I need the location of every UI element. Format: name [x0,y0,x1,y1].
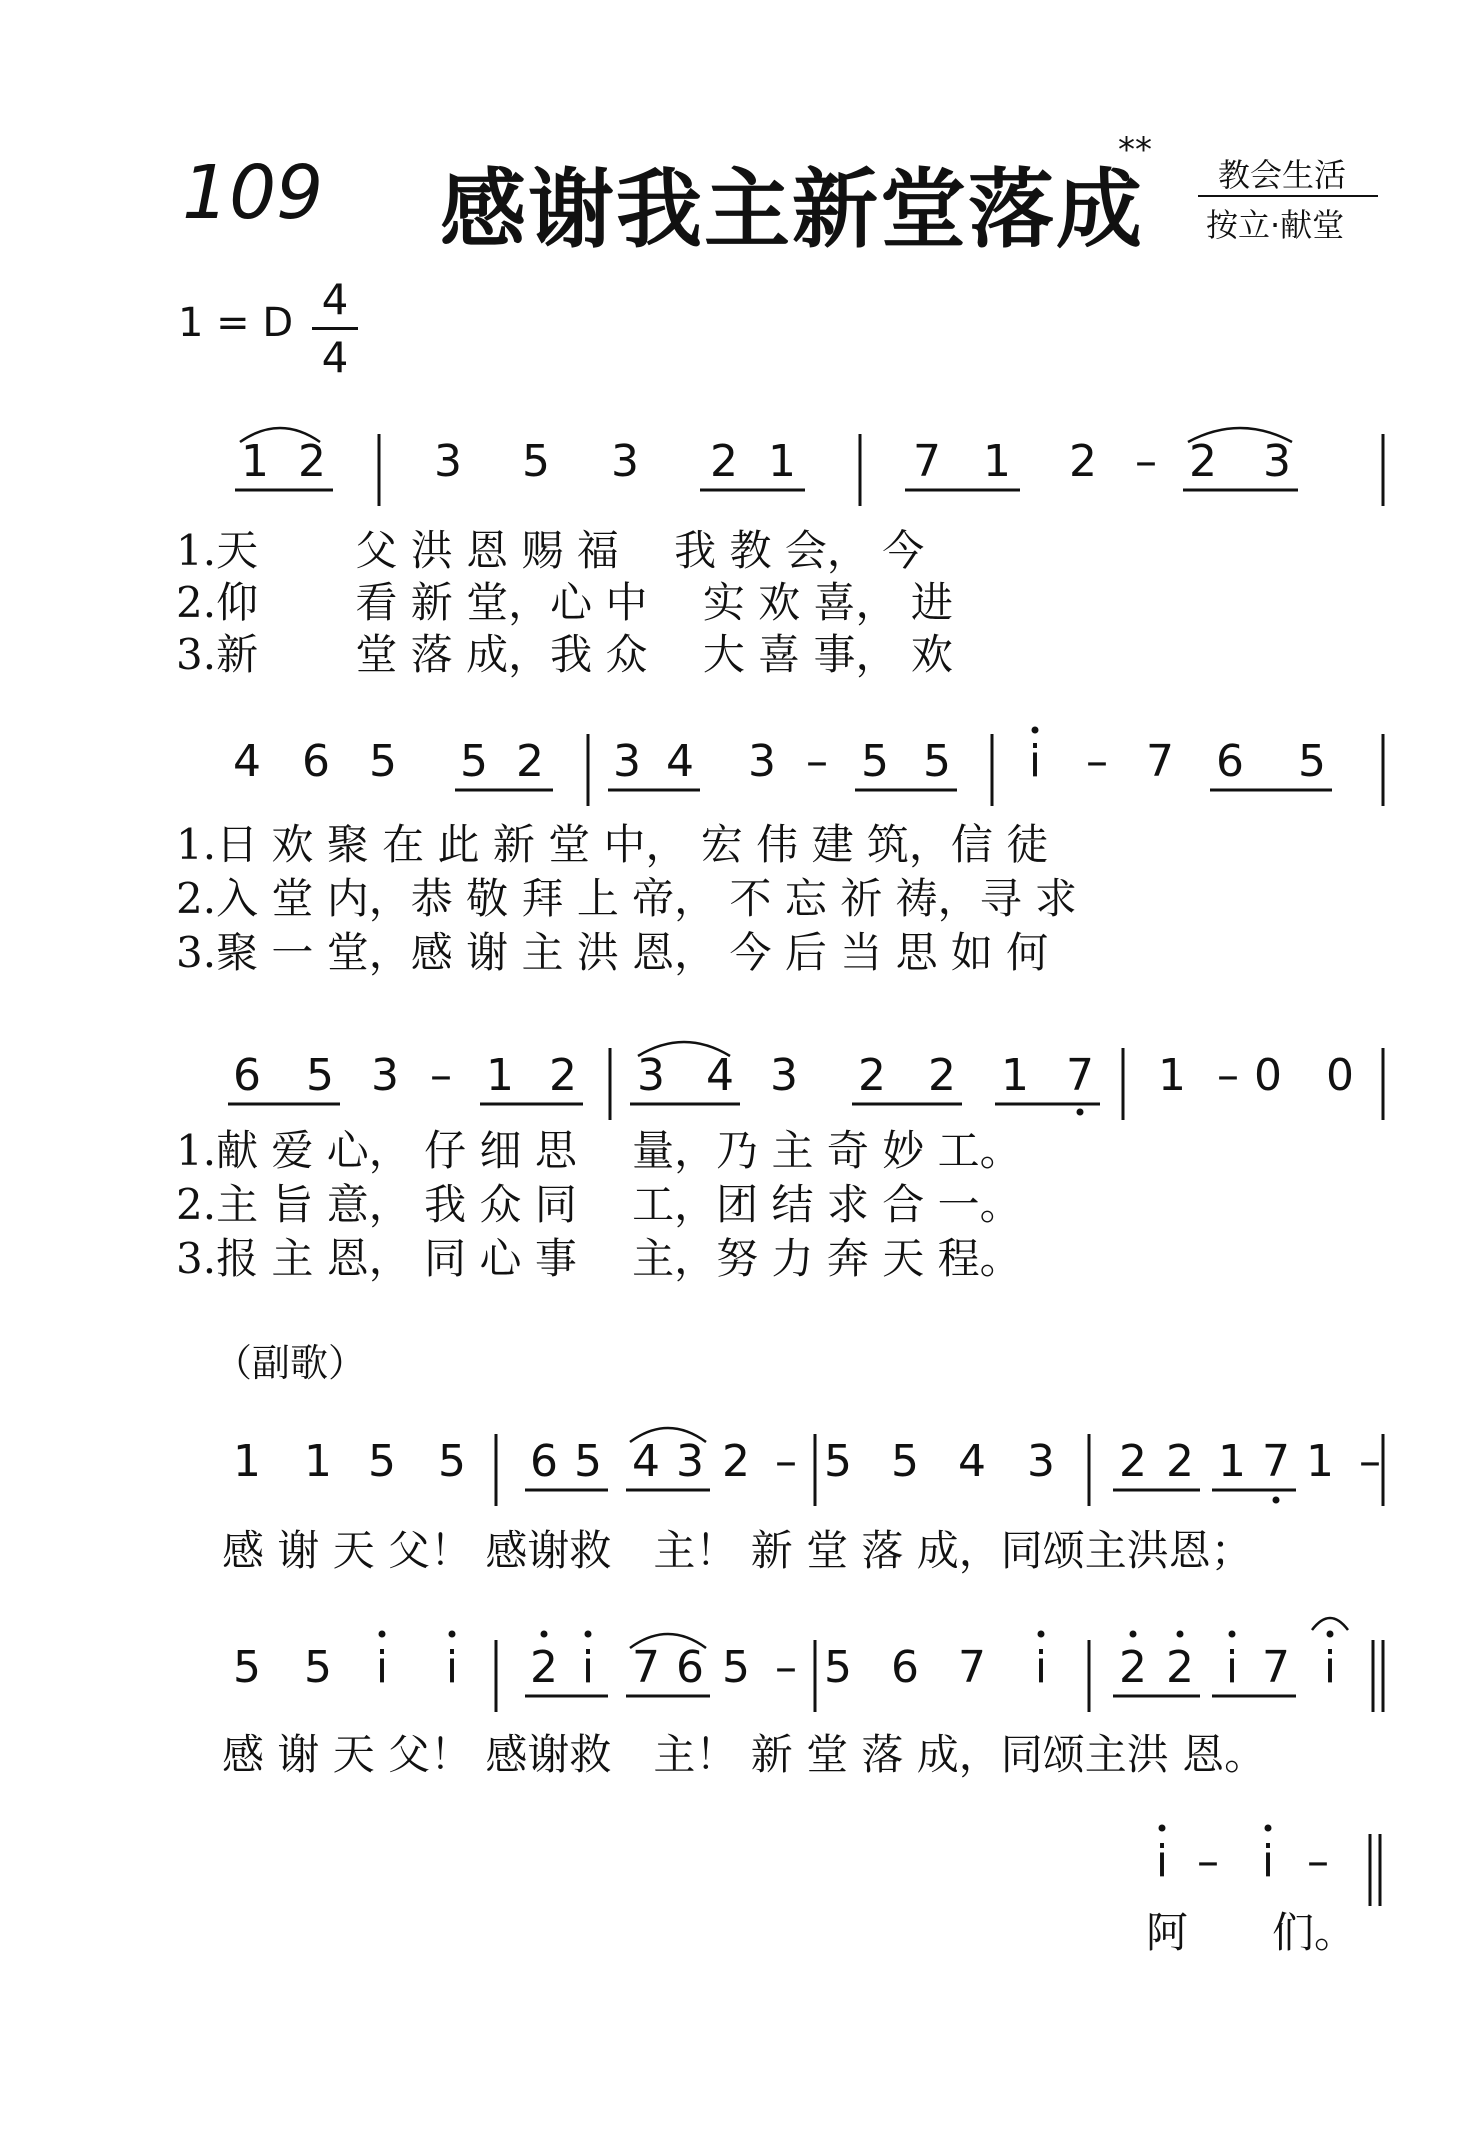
refrain-lyric-1: 感 谢 天 父！ 感谢救 主！ 新 堂 落 成，同颂主洪恩； [222,1526,1253,1575]
octave-dot [541,1631,548,1638]
refrain2-note: 5 [824,1642,852,1693]
category-bottom: 按立·献堂 [1206,206,1345,244]
amen-note: i [1261,1836,1275,1887]
system2-note: – [806,736,828,787]
refrain1-note: 3 [676,1436,704,1487]
system3-note: 1 [1001,1050,1029,1101]
system3-note: 2 [858,1050,886,1101]
amen-note: – [1307,1836,1329,1887]
system3-lyric-1: 1.献 爱 心， 仔 细 思 量，乃 主 奇 妙 工。 [176,1126,1022,1175]
refrain2-note: 7 [958,1642,986,1693]
refrain2-note: 6 [676,1642,704,1693]
system2-note: 5 [1298,736,1326,787]
system3-lyric-3: 3.报 主 恩， 同 心 事 主，努 力 奔 天 程。 [176,1234,1022,1283]
refrain1-note: 2 [1166,1436,1194,1487]
octave-dot [379,1631,386,1638]
octave-dot [1032,727,1039,734]
octave-dot [1130,1631,1137,1638]
system1-note: – [1135,436,1157,487]
system2-note: 5 [460,736,488,787]
system1-note: 2 [1189,436,1217,487]
system2-note: 3 [613,736,641,787]
system3-note: 3 [371,1050,399,1101]
slur [1188,428,1292,442]
system3-note: 7 [1066,1050,1094,1101]
slur [630,1428,706,1442]
system2-lyric-2: 2.入 堂 内，恭 敬 拜 上 帝， 不 忘 祈 祷，寻 求 [176,874,1077,923]
refrain1-note: 4 [958,1436,986,1487]
refrain2-note: i [445,1642,459,1693]
time-signature-bottom: 4 [321,333,349,382]
system1-note: 1 [983,436,1011,487]
category-top: 教会生活 [1218,156,1347,194]
system1-note: 5 [522,436,550,487]
octave-dot [1229,1631,1236,1638]
time-signature-top: 4 [321,275,349,324]
system1-note: 3 [611,436,639,487]
refrain2-note: 2 [530,1642,558,1693]
system3-note: 0 [1254,1050,1282,1101]
system3-note: 2 [928,1050,956,1101]
amen-lyric: 阿 们。 [1146,1908,1357,1957]
system3-note: 1 [486,1050,514,1101]
key-signature: 1 = D [178,300,294,346]
system2-note: 6 [1216,736,1244,787]
system1-note: 7 [913,436,941,487]
refrain1-note: 6 [530,1436,558,1487]
refrain1-note: 7 [1262,1436,1290,1487]
octave-dot [1077,1109,1084,1116]
refrain1-note: 1 [233,1436,261,1487]
system3-note: 2 [549,1050,577,1101]
system1-note: 2 [1069,436,1097,487]
system3-note: – [430,1050,452,1101]
refrain1-note: 5 [824,1436,852,1487]
system1-lyric-2: 2.仰 看 新 堂，心 中 实 欢 喜， 进 [176,578,953,627]
system2-note: 3 [748,736,776,787]
system2-lyric-1: 1.日 欢 聚 在 此 新 堂 中， 宏 伟 建 筑，信 徒 [176,820,1049,869]
system3-note: 6 [233,1050,261,1101]
refrain1-note: 5 [368,1436,396,1487]
system2-note: 5 [369,736,397,787]
system3-note: – [1217,1050,1239,1101]
octave-dot [1177,1631,1184,1638]
system2-note: 5 [923,736,951,787]
system2-note: 7 [1146,736,1174,787]
amen-note: i [1155,1836,1169,1887]
refrain2-note: i [375,1642,389,1693]
system3-lyric-2: 2.主 旨 意， 我 众 同 工，团 结 求 合 一。 [176,1180,1022,1229]
system2-note: 4 [666,736,694,787]
refrain1-note: 1 [1306,1436,1334,1487]
refrain1-note: 5 [891,1436,919,1487]
system2-note: 6 [302,736,330,787]
refrain1-note: 2 [1119,1436,1147,1487]
system3-note: 3 [637,1050,665,1101]
refrain2-note: – [775,1642,797,1693]
refrain2-note: i [581,1642,595,1693]
octave-dot [585,1631,592,1638]
system2-note: i [1028,736,1042,787]
slur [240,428,320,442]
refrain1-note: 3 [1027,1436,1055,1487]
refrain1-note: 5 [438,1436,466,1487]
octave-dot [449,1631,456,1638]
hymn-title: 感谢我主新堂落成 [440,160,1144,260]
system1-note: 3 [434,436,462,487]
refrain2-note: 2 [1119,1642,1147,1693]
system2-note: – [1086,736,1108,787]
system2-lyric-3: 3.聚 一 堂，感 谢 主 洪 恩， 今 后 当 思 如 何 [176,928,1049,977]
system1-note: 2 [298,436,326,487]
system1-lyric-3: 3.新 堂 落 成，我 众 大 喜 事， 欢 [176,630,953,679]
system2-note: 5 [861,736,889,787]
system1-lyric-1: 1.天 父 洪 恩 赐 福 我 教 会， 今 [176,526,925,575]
system3-note: 0 [1326,1050,1354,1101]
refrain2-note: 6 [891,1642,919,1693]
refrain-label: （副歌） [214,1341,367,1385]
system3-note: 5 [306,1050,334,1101]
system3-note: 4 [706,1050,734,1101]
refrain2-note: 5 [304,1642,332,1693]
system1-note: 1 [241,436,269,487]
system2-note: 2 [516,736,544,787]
refrain1-note: – [1359,1436,1381,1487]
refrain1-note: 2 [722,1436,750,1487]
fermata [1312,1618,1348,1630]
slur [638,1042,730,1056]
system2-note: 4 [233,736,261,787]
octave-dot [1265,1825,1272,1832]
refrain2-note: i [1034,1642,1048,1693]
amen-note: – [1197,1836,1219,1887]
refrain2-note: i [1323,1642,1337,1693]
hymn-number: 109 [182,150,324,236]
refrain1-note: 5 [574,1436,602,1487]
octave-dot [1273,1497,1280,1504]
system3-note: 3 [770,1050,798,1101]
refrain2-note: 7 [1262,1642,1290,1693]
octave-dot [1159,1825,1166,1832]
refrain1-note: 1 [1218,1436,1246,1487]
octave-dot [1327,1631,1334,1638]
refrain2-note: 2 [1166,1642,1194,1693]
refrain1-note: 1 [304,1436,332,1487]
system1-note: 1 [768,436,796,487]
refrain2-note: 5 [233,1642,261,1693]
system1-note: 3 [1263,436,1291,487]
refrain1-note: 4 [632,1436,660,1487]
refrain1-note: – [775,1436,797,1487]
refrain2-note: 7 [632,1642,660,1693]
refrain2-note: 5 [722,1642,750,1693]
octave-dot [1038,1631,1045,1638]
system3-note: 1 [1158,1050,1186,1101]
slur [630,1634,706,1648]
refrain2-note: i [1225,1642,1239,1693]
refrain-lyric-2: 感 谢 天 父！ 感谢救 主！ 新 堂 落 成，同颂主洪 恩。 [222,1730,1267,1779]
title-mark: ** [1118,130,1152,170]
system1-note: 2 [710,436,738,487]
